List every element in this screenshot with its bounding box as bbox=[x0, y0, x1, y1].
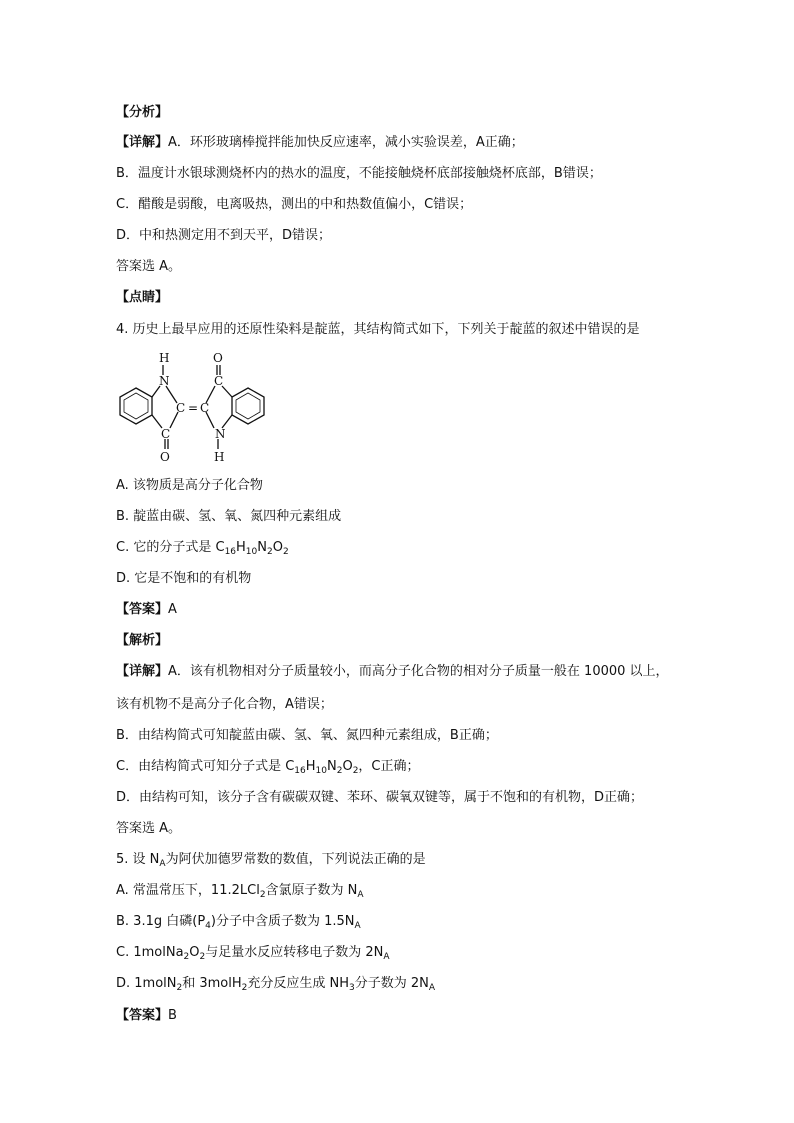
q5-stem-suffix: 为阿伏加德罗常数的数值，下列说法正确的是 bbox=[165, 852, 426, 867]
q5-option-b-suffix: )分子中含质子数为 1.5N bbox=[210, 914, 355, 929]
q3-detail-heading: 【详解】 bbox=[116, 135, 169, 150]
q5-option-a-sub-a: A bbox=[357, 890, 364, 900]
q4-option-b: B. 靛蓝由碳、氢、氧、氮四种元素组成 bbox=[116, 509, 342, 524]
q4-option-c bbox=[116, 539, 289, 557]
q3-detail-a bbox=[116, 134, 524, 152]
q4-answer-choice: 答案选 A。 bbox=[116, 821, 182, 836]
q5-option-c bbox=[116, 944, 390, 962]
formula-c-subscript: 16 bbox=[224, 547, 237, 557]
q5-option-b bbox=[116, 913, 361, 931]
q4-option-d: D. 它是不饱和的有机物 bbox=[116, 571, 252, 586]
q5-option-a-suffix: 含氯原子数为 N bbox=[265, 883, 358, 898]
formula-n: N bbox=[257, 540, 267, 555]
detail-formula-n: N bbox=[326, 759, 337, 774]
q5-option-d-sub2: 2 bbox=[241, 983, 248, 993]
q5-option-a bbox=[116, 882, 364, 900]
q5-stem bbox=[116, 851, 426, 869]
q5-option-c-sub1: 2 bbox=[183, 952, 190, 962]
q5-answer-value: B bbox=[168, 1008, 177, 1023]
q5-option-d-sub3: 3 bbox=[349, 983, 355, 993]
q4-detail-a2: 该有机物不是高分子化合物，A错误； bbox=[116, 697, 333, 712]
q5-option-d-sub1: 2 bbox=[176, 983, 183, 993]
q4-analysis-heading: 【解析】 bbox=[116, 633, 169, 648]
q5-option-b-prefix: B. 3.1g 白磷(P bbox=[116, 914, 206, 929]
atom-o-bottom: O bbox=[160, 450, 170, 464]
q5-stem-prefix: 5. 设 N bbox=[116, 852, 160, 867]
formula-h-subscript: 10 bbox=[245, 547, 258, 557]
detail-formula-h: H bbox=[305, 759, 316, 774]
q5-option-c-sub-a: A bbox=[383, 952, 390, 962]
q4-answer bbox=[116, 601, 177, 619]
dianjing-heading: 【点睛】 bbox=[116, 290, 169, 305]
q4-answer-heading: 【答案】 bbox=[116, 602, 169, 617]
atom-h-top: H bbox=[159, 351, 170, 365]
formula-o-subscript: 2 bbox=[282, 547, 289, 557]
detail-formula-o-subscript: 2 bbox=[352, 766, 359, 776]
q5-option-c-sub2: 2 bbox=[199, 952, 206, 962]
q5-option-d-sub-a: A bbox=[428, 983, 436, 993]
q4-detail-b: B．由结构简式可知靛蓝由碳、氢、氧、氮四种元素组成，B正确； bbox=[116, 728, 498, 743]
q4-stem: 4. 历史上最早应用的还原性染料是靛蓝，其结构简式如下，下列关于靛蓝的叙述中错误的是 bbox=[116, 322, 640, 337]
bond-ring-c-right bbox=[222, 386, 232, 397]
q4-detail-heading: 【详解】 bbox=[116, 664, 169, 679]
atom-c-central-left: C bbox=[176, 401, 186, 415]
q5-answer bbox=[116, 1007, 177, 1025]
detail-formula-h-subscript: 10 bbox=[315, 766, 327, 776]
q4-detail-c-suffix: ，C正确； bbox=[358, 759, 420, 774]
q5-option-d-suffix: 分子数为 2N bbox=[354, 976, 429, 991]
formula-h: H bbox=[236, 540, 246, 555]
q4-detail-c-prefix: C．由结构简式可知分子式是 C bbox=[116, 759, 295, 774]
q5-answer-heading: 【答案】 bbox=[116, 1008, 169, 1023]
fenxi-heading: 【分析】 bbox=[116, 105, 169, 120]
right-benzene-inner bbox=[236, 393, 260, 419]
q5-option-d-prefix: D. 1molN bbox=[116, 976, 177, 991]
q5-option-b-sub: 4 bbox=[205, 921, 211, 931]
q5-stem-sub-a: A bbox=[159, 859, 166, 869]
detail-formula-c-subscript: 16 bbox=[294, 766, 306, 776]
q4-option-c-prefix: C. 它的分子式是 C bbox=[116, 540, 225, 555]
q5-option-d-mid1: 和 3molH bbox=[182, 976, 242, 991]
q5-option-c-suffix: 与足量水反应转移电子数为 2N bbox=[205, 945, 384, 960]
q5-option-b-sub-a: A bbox=[354, 921, 361, 931]
q3-answer-choice: 答案选 A。 bbox=[116, 259, 182, 274]
detail-formula-n-subscript: 2 bbox=[336, 766, 343, 776]
q5-option-a-prefix: A. 常温常压下，11.2LCl bbox=[116, 883, 260, 898]
atom-n-bottom: N bbox=[215, 427, 226, 441]
atom-c-top: C bbox=[214, 374, 224, 388]
q5-option-d bbox=[116, 975, 435, 993]
q3-detail-a-text: A．环形玻璃棒搅拌能加快反应速率，减小实验误差，A正确； bbox=[168, 135, 524, 150]
central-double-bond: = bbox=[188, 401, 199, 415]
atom-c-bottom: C bbox=[161, 427, 171, 441]
formula-o: O bbox=[272, 540, 283, 555]
q5-option-c-mid: O bbox=[189, 945, 200, 960]
left-benzene-inner bbox=[124, 393, 148, 419]
indigo-structure-diagram bbox=[114, 350, 274, 470]
q3-detail-d: D．中和热测定用不到天平，D错误； bbox=[116, 228, 332, 243]
atom-h-bottom: H bbox=[214, 450, 225, 464]
q4-detail-a1 bbox=[116, 663, 669, 681]
atom-c-central-right: C bbox=[200, 401, 210, 415]
detail-formula-o: O bbox=[342, 759, 353, 774]
atom-o-top: O bbox=[213, 351, 223, 365]
q4-detail-c bbox=[116, 758, 420, 776]
q4-option-a: A. 该物质是高分子化合物 bbox=[116, 478, 263, 493]
q5-option-c-prefix: C. 1molNa bbox=[116, 945, 184, 960]
q5-option-a-sub: 2 bbox=[259, 890, 266, 900]
q4-detail-a1-text: A．该有机物相对分子质量较小，而高分子化合物的相对分子质量一般在 10000 以上， bbox=[168, 664, 669, 679]
q5-option-d-mid2: 充分反应生成 NH bbox=[247, 976, 350, 991]
q3-detail-b: B．温度计水银球测烧杯内的热水的温度，不能接触烧杯底部接触烧杯底部，B错误； bbox=[116, 166, 602, 181]
q3-detail-c: C．醋酸是弱酸，电离吸热，测出的中和热数值偏小，C错误； bbox=[116, 197, 473, 212]
atom-n-top: N bbox=[159, 374, 170, 388]
formula-n-subscript: 2 bbox=[266, 547, 273, 557]
q4-answer-value: A bbox=[168, 602, 177, 617]
q4-detail-d: D．由结构可知，该分子含有碳碳双键、苯环、碳氧双键等，属于不饱和的有机物，D正确； bbox=[116, 790, 644, 805]
